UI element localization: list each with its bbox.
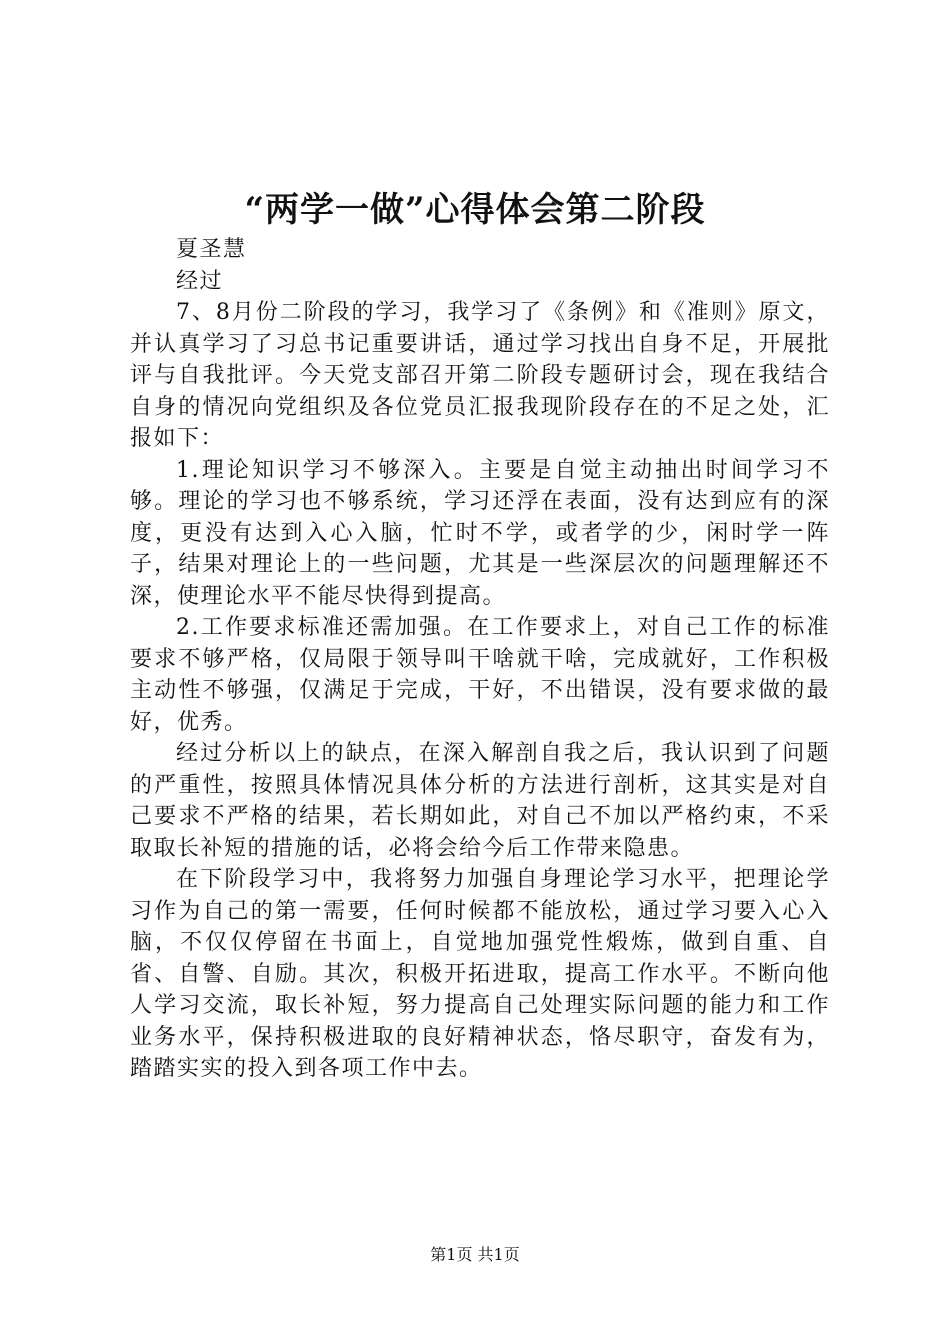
paragraph-analysis: 经过分析以上的缺点，在深入解剖自我之后，我认识到了问题的严重性，按照具体情况具体分析的方法进行剖析，这其实是对自己要求不严格的结果，若长期如此，对自己不加以严格约束，不采取取长补短的措施的话，必将会给今后工作带来隐患。 bbox=[130, 741, 830, 861]
author-name: 夏圣慧 bbox=[176, 237, 247, 262]
paragraph-point-2: 2.工作要求标准还需加强。在工作要求上，对自己工作的标准要求不够严格，仅局限于领导叫干啥就干啥，完成就好，工作积极主动性不够强，仅满足于完成，干好，不出错误，没有要求做的最好，优秀。 bbox=[130, 615, 830, 735]
page-footer: 第1页 共1页 bbox=[430, 1245, 520, 1264]
paragraph-plan: 在下阶段学习中，我将努力加强自身理论学习水平，把理论学习作为自己的第一需要，任何时候都不能放松，通过学习要入心入脑，不仅仅停留在书面上，自觉地加强党性煅炼，做到自重、自省、自警、自励。其次，积极开拓进取，提高工作水平。不断向他人学习交流，取长补短，努力提高自己处理实际问题的能力和工作业务水平，保持积极进取的良好精神状态，恪尽职守，奋发有为，踏踏实实的投入到各项工作中去。 bbox=[130, 867, 830, 1081]
document-body bbox=[130, 234, 830, 1085]
paragraph-intro: 7、8月份二阶段的学习，我学习了《条例》和《准则》原文，并认真学习了习总书记重要讲话，通过学习找出自身不足，开展批评与自我批评。今天党支部召开第二阶段专题研讨会，现在我结合自身的情况向党组织及各位党员汇报我现阶段存在的不足之处，汇报如下： bbox=[130, 300, 830, 451]
paragraph-point-1: 1.理论知识学习不够深入。主要是自觉主动抽出时间学习不够。理论的学习也不够系统，学习还浮在表面，没有达到应有的深度，更没有达到入心入脑，忙时不学，或者学的少，闲时学一阵子，结果对理论上的一些问题，尤其是一些深层次的问题理解还不深，使理论水平不能尽快得到提高。 bbox=[130, 457, 830, 609]
section-label: 经过 bbox=[176, 268, 224, 294]
document-title: “两学一做”心得体会第二阶段 bbox=[244, 190, 706, 230]
